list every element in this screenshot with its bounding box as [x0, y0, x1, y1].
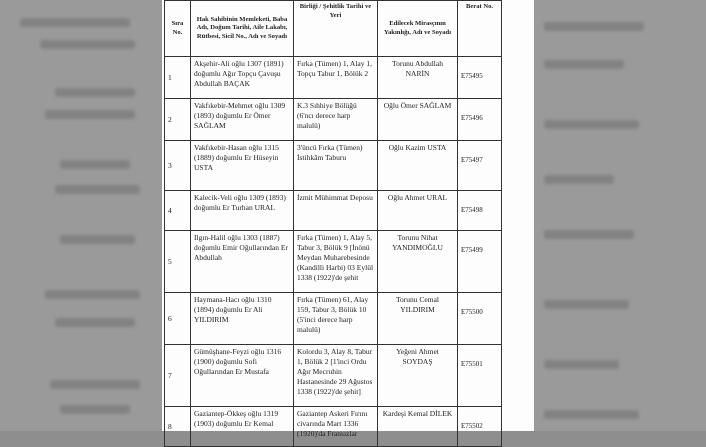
table-row	[165, 141, 502, 191]
row-no: 8	[165, 407, 191, 447]
row-person: Haymana-Hacı oğlu 1310 (1894) doğumlu Er Ali YILDIRIM	[191, 293, 294, 345]
row-person: Gümüşhane-Feyzi oğlu 1316 (1900) doğumlu Sofi Oğullarından Er Mustafa	[191, 345, 294, 407]
row-person: Vakfıkebir-Hasan oğlu 1315 (1889) doğumlu Er Hüseyin USTA	[191, 141, 294, 191]
row-heir: Oğlu Ömer SAĞLAM	[378, 99, 458, 141]
header-berat: Berat No.	[458, 1, 502, 57]
header-unit: Birliği / Şehitlik Tarihi ve Yeri	[294, 1, 378, 57]
row-berat: E75501	[458, 345, 502, 407]
table-row	[165, 293, 502, 345]
row-person: Vakfıkebir-Mehmet oğlu 1309 (1893) doğumlu Er Ömer SAĞLAM	[191, 99, 294, 141]
row-unit: 3'üncü Fırka (Tümen) İstihkâm Taburu	[294, 141, 378, 191]
row-heir: Oğlu Ahmet URAL	[378, 191, 458, 231]
table-row	[165, 345, 502, 407]
row-heir: Yeğeni Ahmet SOYDAŞ	[378, 345, 458, 407]
row-no: 5	[165, 231, 191, 293]
row-no: 2	[165, 99, 191, 141]
row-heir: Kardeşi Kemal DİLEK	[378, 407, 458, 447]
row-berat: E75496	[458, 99, 502, 141]
row-berat: E75499	[458, 231, 502, 293]
row-no: 1	[165, 57, 191, 99]
row-no: 6	[165, 293, 191, 345]
row-unit: İzmit Mühimmat Deposu	[294, 191, 378, 231]
heirs-table	[164, 0, 502, 447]
header-heir: Edilecek Mirasçının Yakınlığı, Adı ve Soyadı	[378, 1, 458, 57]
header-no: Sıra No.	[165, 1, 191, 57]
row-no: 7	[165, 345, 191, 407]
row-berat: E75502	[458, 407, 502, 447]
row-heir: Torunu Nihat YANDIMOĞLU	[378, 231, 458, 293]
row-berat: E75498	[458, 191, 502, 231]
row-berat: E75495	[458, 57, 502, 99]
row-person: Kalecik-Veli oğlu 1309 (1893) doğumlu Er Turhan URAL	[191, 191, 294, 231]
table-row	[165, 57, 502, 99]
row-berat: E75497	[458, 141, 502, 191]
row-person: Gaziantep-Ökkeş oğlu 1319 (1903) doğumlu Er Kemal	[191, 407, 294, 447]
row-berat: E75500	[458, 293, 502, 345]
row-no: 3	[165, 141, 191, 191]
document-page	[162, 0, 534, 438]
row-no: 4	[165, 191, 191, 231]
row-unit: K.3 Sıhhiye Bölüğü (6'ncı derece harp malulü)	[294, 99, 378, 141]
row-unit: Gaziantep Askeri Fırını civarında Mart 1336 (1920)'da Fransızlar	[294, 407, 378, 447]
row-heir: Torunu Abdullah NARİN	[378, 57, 458, 99]
row-heir: Oğlu Kazim USTA	[378, 141, 458, 191]
table-row	[165, 231, 502, 293]
row-unit: Fırka (Tümen) 61, Alay 159, Tabur 3, Bölük 10 (5'inci derece harp malulü)	[294, 293, 378, 345]
table-row	[165, 99, 502, 141]
row-unit: Fırka (Tümen) 1, Alay 1, Topçu Tabur 1, Bölük 2	[294, 57, 378, 99]
table-row	[165, 407, 502, 447]
row-person: Akşehir-Ali oğlu 1307 (1891) doğumlu Ağır Topçu Çavuşu Abdullah BAÇAK	[191, 57, 294, 99]
row-heir: Torunu Cemal YILDIRIM	[378, 293, 458, 345]
row-unit: Fırka (Tümen) 1, Alay 5, Tabur 3, Bölük 9 [İnönü Meydan Muharebesinde (Kandilli Harbi) 03 Eylül 1338 (1922)'de şehit	[294, 231, 378, 293]
table-header-row	[165, 1, 502, 57]
table-row	[165, 191, 502, 231]
row-person: Ilgın-Halil oğlu 1303 (1887) doğumlu Emir Oğullarından Er Abdullah	[191, 231, 294, 293]
blurred-background-right	[534, 0, 706, 431]
row-unit: Kolordu 3, Alay 8, Tabur 1, Bölük 2 [1'inci Ordu Ağır Mecruhin Hastanesinde 29 Ağustos 1338 (1922)'de şehit]	[294, 345, 378, 407]
header-person: Hak Sahibinin Memleketi, Baba Adı, Doğum Tarihi, Aile Lakabı, Rütbesi, Sicil No., Adı ve Soyadı	[191, 1, 294, 57]
blurred-background-left	[0, 0, 162, 431]
